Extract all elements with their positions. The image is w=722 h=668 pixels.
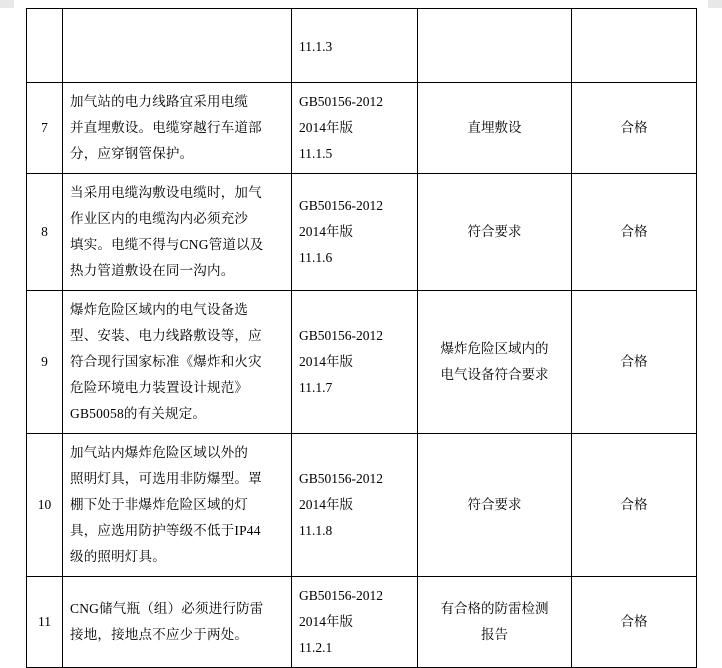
cell-conclusion: 合格 bbox=[572, 291, 697, 434]
result-line: 符合要求 bbox=[467, 497, 522, 512]
cell-item bbox=[63, 83, 292, 174]
table-row bbox=[27, 174, 697, 291]
cell-item bbox=[63, 291, 292, 434]
cell-number: 11 bbox=[27, 577, 63, 668]
cell-item bbox=[63, 9, 292, 83]
cell-result bbox=[418, 577, 572, 668]
cell-number bbox=[27, 9, 63, 83]
basis-line: 11.1.3 bbox=[299, 38, 333, 54]
cell-item bbox=[63, 434, 292, 577]
cell-number: 8 bbox=[27, 174, 63, 291]
item-line: 当采用电缆沟敷设电缆时，加气 bbox=[70, 185, 262, 200]
basis-line: 2014年版 bbox=[299, 120, 353, 135]
item-line: 分，应穿钢管保护。 bbox=[70, 146, 194, 161]
inspection-table-wrapper bbox=[26, 8, 696, 668]
cell-conclusion: 合格 bbox=[572, 174, 697, 291]
cell-conclusion bbox=[572, 9, 697, 83]
cell-result bbox=[418, 83, 572, 174]
table-row bbox=[27, 577, 697, 668]
page-corner-left bbox=[0, 0, 14, 8]
item-line: 棚下处于非爆炸危险区域的灯 bbox=[70, 497, 249, 512]
basis-line: 2014年版 bbox=[299, 614, 353, 629]
cell-result bbox=[418, 174, 572, 291]
item-line: 级的照明灯具。 bbox=[70, 549, 166, 564]
basis-line: 11.1.5 bbox=[299, 146, 333, 161]
item-line: 填实。电缆不得与CNG管道以及 bbox=[70, 237, 264, 252]
result-line: 符合要求 bbox=[467, 224, 522, 239]
item-line: 型、安装、电力线路敷设等，应 bbox=[70, 328, 262, 343]
cell-conclusion: 合格 bbox=[572, 434, 697, 577]
cell-item bbox=[63, 174, 292, 291]
result-line: 报告 bbox=[481, 627, 508, 642]
cell-number: 9 bbox=[27, 291, 63, 434]
item-line: 作业区内的电缆沟内必须充沙 bbox=[70, 211, 249, 226]
cell-number: 7 bbox=[27, 83, 63, 174]
basis-line: GB50156-2012 bbox=[299, 94, 383, 109]
result-line: 爆炸危险区域内的 bbox=[440, 341, 549, 356]
page-top-edge bbox=[0, 0, 722, 8]
table-row bbox=[27, 83, 697, 174]
cell-conclusion: 合格 bbox=[572, 577, 697, 668]
cell-basis bbox=[292, 577, 418, 668]
item-line: 具，应选用防护等级不低于IP44 bbox=[70, 523, 261, 538]
result-line: 电气设备符合要求 bbox=[440, 367, 549, 382]
item-line: 加气站内爆炸危险区域以外的 bbox=[70, 445, 249, 460]
basis-line: GB50156-2012 bbox=[299, 471, 383, 486]
result-line: 有合格的防雷检测 bbox=[440, 601, 549, 616]
item-line: 并直埋敷设。电缆穿越行车道部 bbox=[70, 120, 262, 135]
basis-line: GB50156-2012 bbox=[299, 328, 383, 343]
cell-basis bbox=[292, 291, 418, 434]
basis-line: 2014年版 bbox=[299, 497, 353, 512]
basis-line: 2014年版 bbox=[299, 354, 353, 369]
cell-basis bbox=[292, 83, 418, 174]
basis-line: GB50156-2012 bbox=[299, 198, 383, 213]
cell-item bbox=[63, 577, 292, 668]
table-row bbox=[27, 291, 697, 434]
item-line: 热力管道敷设在同一沟内。 bbox=[70, 263, 235, 278]
item-line: 加气站的电力线路宜采用电缆 bbox=[70, 94, 249, 109]
basis-line: GB50156-2012 bbox=[299, 588, 383, 603]
item-line: 接地，接地点不应少于两处。 bbox=[70, 627, 249, 642]
basis-line: 11.1.8 bbox=[299, 523, 333, 538]
cell-result bbox=[418, 434, 572, 577]
item-line: GB50058的有关规定。 bbox=[70, 406, 207, 421]
cell-basis bbox=[292, 9, 418, 83]
basis-line: 11.2.1 bbox=[299, 640, 333, 655]
result-line: 直埋敷设 bbox=[467, 120, 522, 135]
table-row bbox=[27, 434, 697, 577]
cell-basis bbox=[292, 434, 418, 577]
table-row bbox=[27, 9, 697, 83]
cell-basis bbox=[292, 174, 418, 291]
table-body bbox=[27, 9, 697, 668]
basis-line: 11.1.6 bbox=[299, 250, 333, 265]
page-corner-right bbox=[708, 0, 722, 8]
item-line: 照明灯具，可选用非防爆型。罩 bbox=[70, 471, 262, 486]
item-line: 符合现行国家标准《爆炸和火灾 bbox=[70, 354, 262, 369]
basis-line: 2014年版 bbox=[299, 224, 353, 239]
basis-line: 11.1.7 bbox=[299, 380, 333, 395]
cell-result bbox=[418, 291, 572, 434]
cell-result bbox=[418, 9, 572, 83]
item-line: 爆炸危险区域内的电气设备选 bbox=[70, 302, 249, 317]
item-line: CNG储气瓶（组）必须进行防雷 bbox=[70, 601, 264, 616]
item-line: 危险环境电力装置设计规范》 bbox=[70, 380, 249, 395]
cell-conclusion: 合格 bbox=[572, 83, 697, 174]
inspection-table bbox=[26, 8, 697, 668]
cell-number: 10 bbox=[27, 434, 63, 577]
